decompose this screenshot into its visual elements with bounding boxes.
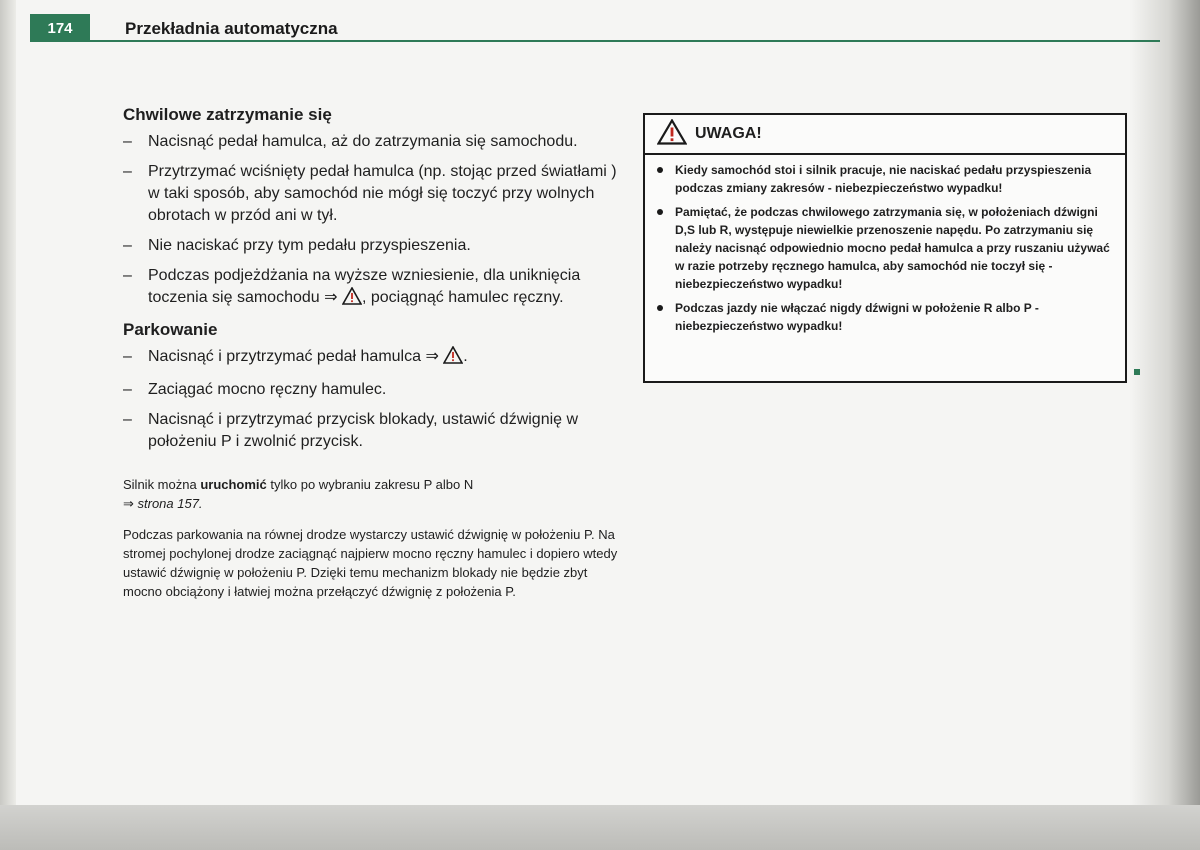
parking-note: Podczas parkowania na równej drodze wystarczy ustawić dźwignię w położeniu P. Na stromej pochylonej drodze zaciągnąć najpierw mocno ręczny hamulec i dopiero wtedy ustawić dźwignię w położeniu P. Dzięki temu mechanizm blokady nie będzie zbyt mocno obciążony i łatwiej można przełączyć dźwignię z położenia P. [123,527,618,599]
page-reference-link[interactable]: ⇒ strona 157. [123,496,203,511]
step-text-continued: , pociągnąć hamulec ręczny. [361,289,564,306]
page-footer-band [0,805,1200,850]
page-edge-shadow [1130,0,1200,850]
step-text: Zaciągać mocno ręczny hamulec. [148,381,387,398]
warning-label: UWAGA! [695,125,762,142]
warning-item-text: Podczas jazdy nie włączać nigdy dźwigni w położenie R albo P - niebezpieczeństwo wypadku! [675,301,1039,333]
bullet-icon [657,209,663,215]
list-item [123,235,623,257]
note-bold: uruchomić [200,477,267,492]
bullet-icon [657,305,663,311]
warning-triangle-icon [443,346,463,371]
warning-item-text: Kiedy samochód stoi i silnik pracuje, nie naciskać pedału przyspieszenia podczas zmiany zakresów - niebezpieczeństwo wypadku! [675,163,1092,195]
page-title: Przekładnia automatyczna [125,19,338,38]
warning-triangle-icon [342,287,362,312]
warning-item-text: Pamiętać, że podczas chwilowego zatrzymania się, w położeniach dźwigni D,S lub R, występuje niewielkie przenoszenie napędu. Po zatrzymaniu się należy nacisnąć odpowiednio mocno pedał hamulca a przy ruszaniu używać w razie potrzeby ręcznego hamulca, aby samochód nie toczył się - niebezpieczeństwo wypadku! [675,205,1110,291]
step-text: Nacisnąć i przytrzymać przycisk blokady, ustawić dźwignię w położeniu P i zwolnić przycisk. [148,411,579,450]
step-text: Podczas podjeżdżania na wyższe wzniesienie, dla uniknięcia toczenia się samochodu ⇒ [148,267,581,306]
page-number: 174 [30,14,90,42]
step-text-end: . [463,348,468,365]
step-text: Przytrzymać wciśnięty pedał hamulca (np. stojąc przed światłami ) w taki sposób, aby samochód nie mógł się toczyć przy wolnych obrotach w przód ani w tył. [148,163,617,224]
section-end-marker [1134,369,1140,375]
bullet-icon [657,167,663,173]
list-item [123,265,623,312]
list-item [123,161,623,227]
warning-header [645,115,1125,155]
note-text: Silnik można [123,477,201,492]
warning-item [655,299,1117,335]
step-text: Nacisnąć i przytrzymać pedał hamulca ⇒ [148,348,439,365]
list-item [123,346,623,371]
stopping-steps [123,131,623,312]
section-title-stopping: Chwilowe zatrzymanie się [123,105,332,124]
step-text: Nacisnąć pedał hamulca, aż do zatrzymania się samochodu. [148,133,578,150]
engine-start-note [123,475,623,513]
warning-box [643,113,1127,383]
list-item [123,379,623,401]
step-text: Nie naciskać przy tym pedału przyspieszenia. [148,237,471,254]
page-binding-shadow [0,0,16,850]
header-divider [30,40,1160,42]
section-title-parking: Parkowanie [123,320,218,339]
warning-body [645,155,1125,335]
warning-item [655,203,1117,293]
left-column [123,105,623,613]
list-item [123,131,623,153]
note-text: tylko po wybraniu zakresu P albo N [266,477,474,492]
list-item [123,409,623,453]
warning-triangle-icon [657,119,687,150]
parking-steps [123,346,623,453]
warning-item [655,161,1117,197]
